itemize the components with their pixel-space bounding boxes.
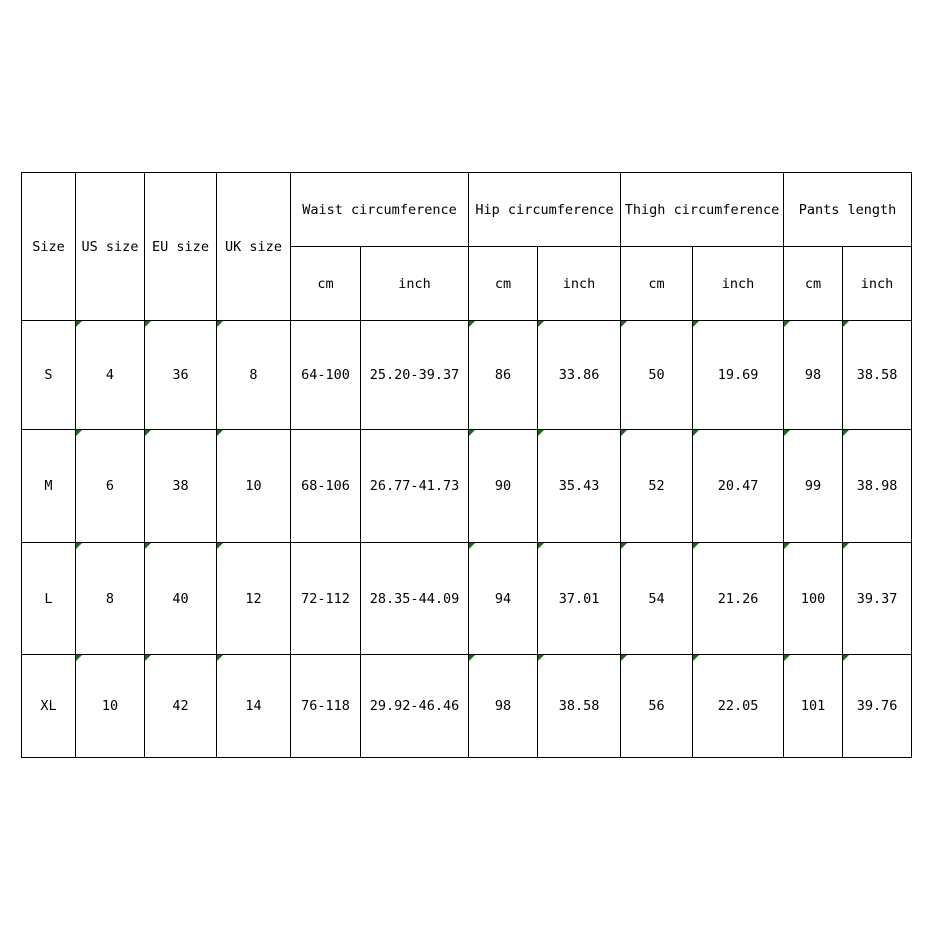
cell-thigh-inch: 20.47 [693, 430, 784, 543]
comment-marker-icon [784, 321, 790, 327]
cell-length-inch: 39.76 [843, 655, 912, 758]
comment-marker-icon [538, 655, 544, 661]
comment-marker-icon [538, 430, 544, 436]
cell-size: M [22, 430, 76, 543]
comment-marker-icon [469, 321, 475, 327]
comment-marker-icon [76, 430, 82, 436]
cell-length-cm: 100 [784, 543, 843, 655]
comment-marker-icon [469, 543, 475, 549]
comment-marker-icon [217, 543, 223, 549]
cell-eu: 42 [145, 655, 217, 758]
comment-marker-icon [538, 543, 544, 549]
cell-us: 6 [76, 430, 145, 543]
cell-hip-cm: 94 [469, 543, 538, 655]
cell-eu: 40 [145, 543, 217, 655]
cell-thigh-cm: 52 [621, 430, 693, 543]
comment-marker-icon [76, 655, 82, 661]
cell-length-cm: 101 [784, 655, 843, 758]
comment-marker-icon [217, 655, 223, 661]
cell-thigh-inch: 22.05 [693, 655, 784, 758]
header-unit-inch: inch [693, 247, 784, 321]
header-unit-cm: cm [469, 247, 538, 321]
comment-marker-icon [621, 543, 627, 549]
comment-marker-icon [145, 543, 151, 549]
cell-thigh-cm: 56 [621, 655, 693, 758]
comment-marker-icon [145, 655, 151, 661]
comment-marker-icon [843, 430, 849, 436]
cell-thigh-inch: 19.69 [693, 321, 784, 430]
header-unit-inch: inch [843, 247, 912, 321]
cell-hip-inch: 37.01 [538, 543, 621, 655]
comment-marker-icon [621, 430, 627, 436]
table-row [22, 430, 912, 543]
header-unit-inch: inch [538, 247, 621, 321]
comment-marker-icon [621, 321, 627, 327]
comment-marker-icon [693, 543, 699, 549]
cell-hip-cm: 90 [469, 430, 538, 543]
cell-hip-inch: 33.86 [538, 321, 621, 430]
comment-marker-icon [76, 543, 82, 549]
cell-hip-inch: 38.58 [538, 655, 621, 758]
comment-marker-icon [621, 655, 627, 661]
cell-size: XL [22, 655, 76, 758]
cell-length-cm: 98 [784, 321, 843, 430]
table-row [22, 655, 912, 758]
header-uk-size: UK size [217, 173, 291, 321]
comment-marker-icon [693, 321, 699, 327]
cell-waist-inch: 29.92-46.46 [361, 655, 469, 758]
comment-marker-icon [469, 655, 475, 661]
cell-length-inch: 38.98 [843, 430, 912, 543]
cell-thigh-inch: 21.26 [693, 543, 784, 655]
header-unit-cm: cm [621, 247, 693, 321]
cell-uk: 14 [217, 655, 291, 758]
header-unit-cm: cm [784, 247, 843, 321]
cell-eu: 38 [145, 430, 217, 543]
header-pants-length: Pants length [784, 173, 912, 247]
cell-us: 8 [76, 543, 145, 655]
cell-length-cm: 99 [784, 430, 843, 543]
comment-marker-icon [843, 655, 849, 661]
header-unit-cm: cm [291, 247, 361, 321]
header-row [22, 173, 912, 247]
cell-uk: 12 [217, 543, 291, 655]
cell-uk: 8 [217, 321, 291, 430]
cell-waist-cm: 64-100 [291, 321, 361, 430]
cell-length-inch: 39.37 [843, 543, 912, 655]
cell-thigh-cm: 54 [621, 543, 693, 655]
comment-marker-icon [145, 321, 151, 327]
comment-marker-icon [145, 430, 151, 436]
cell-size: S [22, 321, 76, 430]
table-row [22, 321, 912, 430]
comment-marker-icon [76, 321, 82, 327]
cell-us: 10 [76, 655, 145, 758]
cell-waist-cm: 76-118 [291, 655, 361, 758]
cell-hip-cm: 98 [469, 655, 538, 758]
cell-waist-cm: 72-112 [291, 543, 361, 655]
header-hip: Hip circumference [469, 173, 621, 247]
header-us-size: US size [76, 173, 145, 321]
comment-marker-icon [693, 655, 699, 661]
cell-eu: 36 [145, 321, 217, 430]
table-row [22, 543, 912, 655]
cell-waist-inch: 28.35-44.09 [361, 543, 469, 655]
header-size: Size [22, 173, 76, 321]
cell-length-inch: 38.58 [843, 321, 912, 430]
comment-marker-icon [784, 430, 790, 436]
comment-marker-icon [843, 543, 849, 549]
comment-marker-icon [784, 543, 790, 549]
cell-hip-inch: 35.43 [538, 430, 621, 543]
comment-marker-icon [843, 321, 849, 327]
comment-marker-icon [469, 430, 475, 436]
cell-waist-cm: 68-106 [291, 430, 361, 543]
cell-us: 4 [76, 321, 145, 430]
comment-marker-icon [217, 430, 223, 436]
cell-size: L [22, 543, 76, 655]
header-thigh: Thigh circumference [621, 173, 784, 247]
cell-uk: 10 [217, 430, 291, 543]
cell-waist-inch: 25.20-39.37 [361, 321, 469, 430]
comment-marker-icon [217, 321, 223, 327]
comment-marker-icon [693, 430, 699, 436]
cell-waist-inch: 26.77-41.73 [361, 430, 469, 543]
cell-thigh-cm: 50 [621, 321, 693, 430]
header-eu-size: EU size [145, 173, 217, 321]
cell-hip-cm: 86 [469, 321, 538, 430]
comment-marker-icon [784, 655, 790, 661]
header-unit-inch: inch [361, 247, 469, 321]
size-chart-table [21, 172, 912, 758]
header-waist: Waist circumference [291, 173, 469, 247]
comment-marker-icon [538, 321, 544, 327]
